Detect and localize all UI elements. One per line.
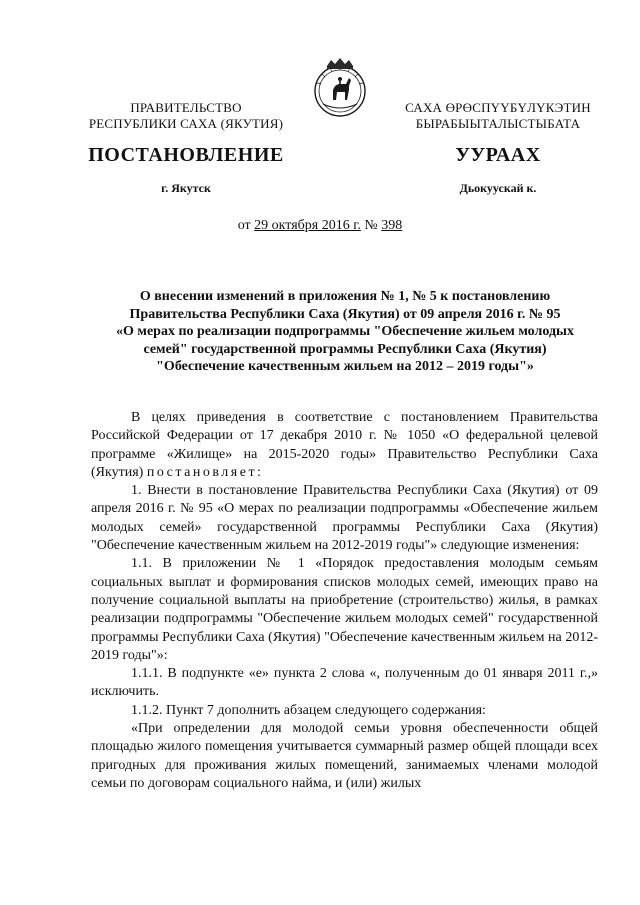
city-yakut: Дьокуускай к. bbox=[459, 181, 537, 195]
document-date: 29 октября 2016 г. bbox=[254, 218, 361, 233]
org-name-russian-line1: ПРАВИТЕЛЬСТВО bbox=[130, 100, 242, 115]
resolves-word: постановляет: bbox=[146, 464, 264, 480]
body-paragraph: 1.1. В приложении № 1 «Порядок предоставления молодым семьям социальных выплат и формирования списков молодых семей, имеющих право на получение социальной выплаты на приобретение (строительство) жилья, в рамках реализации подпрограммы "Обеспечение жильем молодых семей" государственной программы Республики Саха (Якутия) "Обеспечение качественным жильем на 2012-2019 годы"»: bbox=[91, 556, 598, 663]
doc-type-yakut: УУРААХ bbox=[455, 144, 541, 166]
number-prefix: № bbox=[360, 218, 382, 233]
document-number: 398 bbox=[381, 218, 403, 233]
body-paragraph: 1.1.1. В подпункте «е» пункта 2 слова «, полученным до 01 января 2011 г.,» исключить. bbox=[91, 666, 598, 700]
document-title bbox=[90, 288, 600, 376]
body-paragraph: 1. Внести в постановление Правительства Республики Саха (Якутия) от 09 апреля 2016 г. № 95 «О мерах по реализации подпрограммы «Обеспечение жильем молодых семей» государственной программы Республики Саха (Якутия) "Обеспечение качественным жильем на 2012-2019 годы"» следующие изменения: bbox=[91, 483, 598, 554]
org-name-russian-line2: РЕСПУБЛИКИ САХА (ЯКУТИЯ) bbox=[88, 116, 284, 131]
body-paragraph: 1.1.2. Пункт 7 дополнить абзацем следующего содержания: bbox=[131, 702, 486, 718]
org-name-yakut-line1: САХА ӨРӨСПҮҮБҮЛҮКЭТИН bbox=[405, 100, 591, 115]
doc-type-russian: ПОСТАНОВЛЕНИЕ bbox=[88, 144, 284, 166]
title-line: Правительства Республики Саха (Якутия) от 09 апреля 2016 г. № 95 bbox=[129, 306, 561, 322]
document-date-number bbox=[0, 218, 640, 234]
org-name-yakut-line2: БЫРАБЫЫТАЛЫСТЫБАТА bbox=[415, 116, 581, 131]
preamble-text: В целях приведения в соответствие с постановлением Правительства Российской Федерации от 17 декабря 2010 г. № 1050 «О федеральной целевой программе «Жилище» на 2015-2020 годы» Правительство Республики Саха (Якутия) bbox=[91, 410, 598, 480]
body-paragraph bbox=[91, 409, 598, 482]
document-body bbox=[91, 409, 598, 793]
title-line: О внесении изменений в приложения № 1, № 5 к постановлению bbox=[139, 289, 551, 304]
org-name-yakut bbox=[388, 100, 608, 132]
coat-of-arms-icon bbox=[313, 56, 367, 118]
org-name-russian bbox=[86, 100, 286, 132]
date-prefix: от bbox=[237, 218, 255, 233]
title-line: "Обеспечение качественным жильем на 2012 – 2019 годы"» bbox=[156, 359, 534, 374]
city-russian: г. Якутск bbox=[161, 181, 211, 195]
title-line: «О мерах по реализации подпрограммы "Обеспечение жильем молодых bbox=[116, 324, 574, 339]
title-line: семей" государственной программы Республики Саха (Якутия) bbox=[143, 341, 547, 357]
body-paragraph: «При определении для молодой семьи уровня обеспеченности общей площадью жилого помещения учитывается суммарный размер общей площади всех пригодных для проживания жилых помещений, занимаемых членами молодой семьи по договорам социального найма, и (или) жилых bbox=[91, 721, 598, 791]
